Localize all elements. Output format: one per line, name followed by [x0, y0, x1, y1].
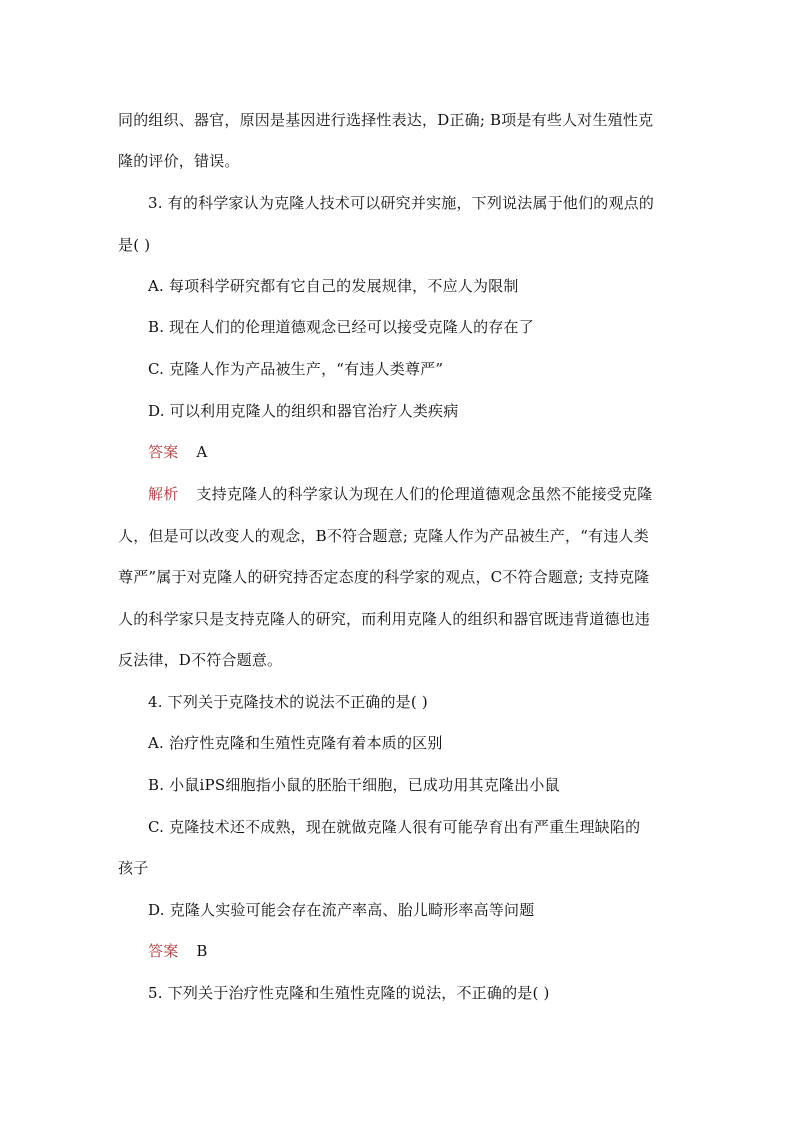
analysis-label: 解析: [148, 485, 179, 503]
question-3-option-a: A. 每项科学研究都有它自己的发展规律，不应人为限制: [148, 277, 519, 295]
question-4-option-c: C. 克隆技术还不成熟，现在就做克隆人很有可能孕育出有严重生理缺陷的: [148, 818, 641, 836]
text-line: 隆的评价，错误。: [118, 152, 240, 170]
question-4-option-d: D. 克隆人实验可能会存在流产率高、胎儿畸形率高等问题: [148, 901, 535, 919]
answer-label: 答案: [148, 443, 179, 461]
analysis-line: 反法律，D不符合题意。: [118, 651, 283, 669]
answer-value: B: [196, 942, 208, 960]
answer-value: A: [196, 443, 208, 461]
analysis-line: 尊严”属于对克隆人的研究持否定态度的科学家的观点，C不符合题意; 支持克隆: [118, 568, 650, 586]
question-3-option-b: B. 现在人们的伦理道德观念已经可以接受克隆人的存在了: [148, 318, 534, 336]
text-line: 同的组织、器官，原因是基因进行选择性表达，D正确; B项是有些人对生殖性克: [118, 111, 654, 129]
analysis-line: 人，但是可以改变人的观念，B不符合题意; 克隆人作为产品被生产，“有违人类: [118, 527, 649, 545]
question-3-stem-cont: 是( ): [118, 236, 151, 254]
question-4-stem: 4. 下列关于克隆技术的说法不正确的是( ): [148, 693, 428, 711]
question-3-stem: 3. 有的科学家认为克隆人技术可以研究并实施，下列说法属于他们的观点的: [148, 194, 655, 212]
analysis-line: 人的科学家只是支持克隆人的研究，而利用克隆人的组织和器官既违背道德也违: [118, 610, 651, 628]
question-3-option-c: C. 克隆人作为产品被生产，“有违人类尊严”: [148, 360, 444, 378]
question-4-option-b: B. 小鼠iPS细胞指小鼠的胚胎干细胞，已成功用其克隆出小鼠: [148, 776, 560, 794]
question-3-analysis: [148, 484, 728, 504]
answer-label: 答案: [148, 942, 179, 960]
question-5-stem: 5. 下列关于治疗性克隆和生殖性克隆的说法，不正确的是( ): [148, 984, 550, 1002]
analysis-text: 支持克隆人的科学家认为现在人们的伦理道德观念虽然不能接受克隆: [196, 485, 653, 503]
question-4-answer: [148, 941, 728, 961]
question-3-option-d: D. 可以利用克隆人的组织和器官治疗人类疾病: [148, 402, 459, 420]
question-3-answer: [148, 442, 728, 462]
question-4-option-a: A. 治疗性克隆和生殖性克隆有着本质的区别: [148, 734, 443, 752]
question-4-option-c-cont: 孩子: [118, 859, 149, 877]
